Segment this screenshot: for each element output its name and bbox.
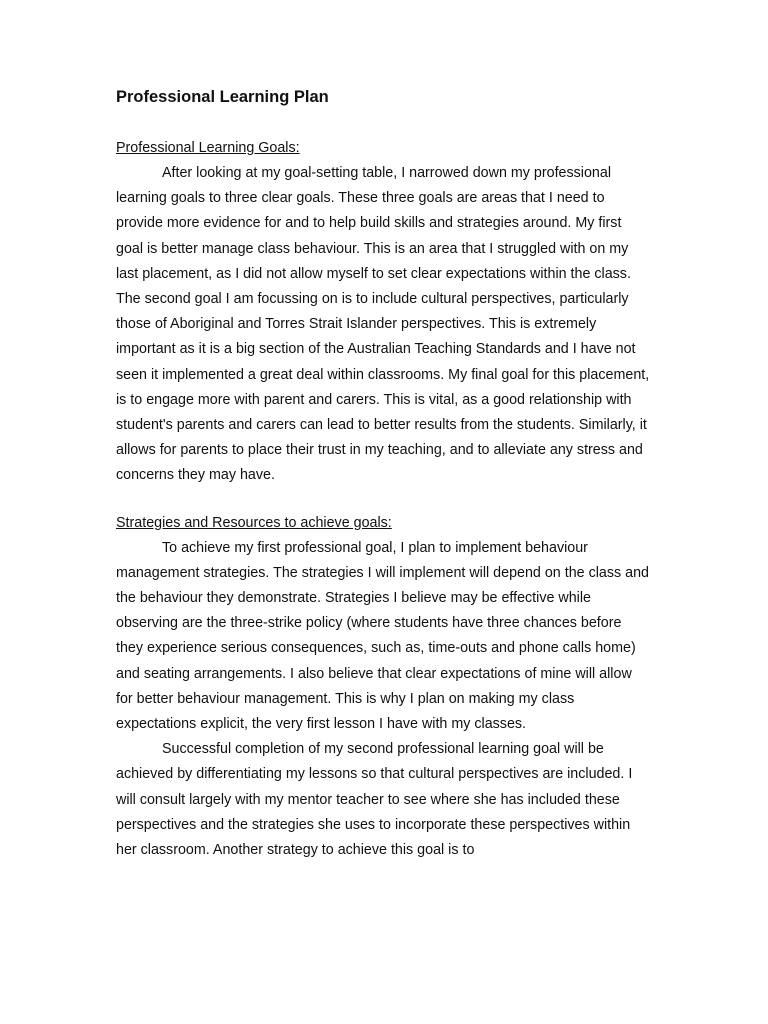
- section-learning-goals: [116, 136, 652, 489]
- paragraph-strategies-cultural: Successful completion of my second professional learning goal will be achieved by differentiating my lessons so that cultural perspectives are included. I will consult largely with my mentor teacher to see where she has included these perspectives and the strategies she uses to incorporate these perspectives within her classroom. Another strategy to achieve this goal is to: [116, 741, 633, 859]
- document-title: Professional Learning Plan: [116, 88, 329, 106]
- paragraph-learning-goals: After looking at my goal-setting table, I narrowed down my professional learning goals to three clear goals. These three goals are areas that I need to provide more evidence for and to help build skills and strategies around. My first goal is better manage class behaviour. This is an area that I struggled with on my last placement, as I did not allow myself to set clear expectations within the class. The second goal I am focussing on is to include cultural perspectives, particularly those of Aboriginal and Torres Strait Islander perspectives. This is extremely important as it is a big section of the Australian Teaching Standards and I have not seen it implemented a great deal within classrooms. My final goal for this placement, is to engage more with parent and carers. This is vital, as a good relationship with student's parents and carers can lead to better results from the students. Similarly, it allows for parents to place their trust in my teaching, and to alleviate any stress and concerns they may have.: [116, 165, 650, 484]
- section-heading-learning-goals: Professional Learning Goals:: [116, 140, 300, 156]
- paragraph-strategies-behaviour: To achieve my first professional goal, I plan to implement behaviour management strategies. The strategies I will implement will depend on the class and the behaviour they demonstrate. Strategies I believe may be effective while observing are the three-strike policy (where students have three chances before they experience serious consequences, such as, time-outs and phone calls home) and seating arrangements. I also believe that clear expectations of mine will allow for better behaviour management. This is why I plan on making my class expectations explicit, the very first lesson I have with my classes.: [116, 539, 649, 733]
- section-heading-strategies: Strategies and Resources to achieve goals:: [116, 514, 392, 531]
- section-strategies: [116, 511, 652, 864]
- document-page: [116, 86, 652, 863]
